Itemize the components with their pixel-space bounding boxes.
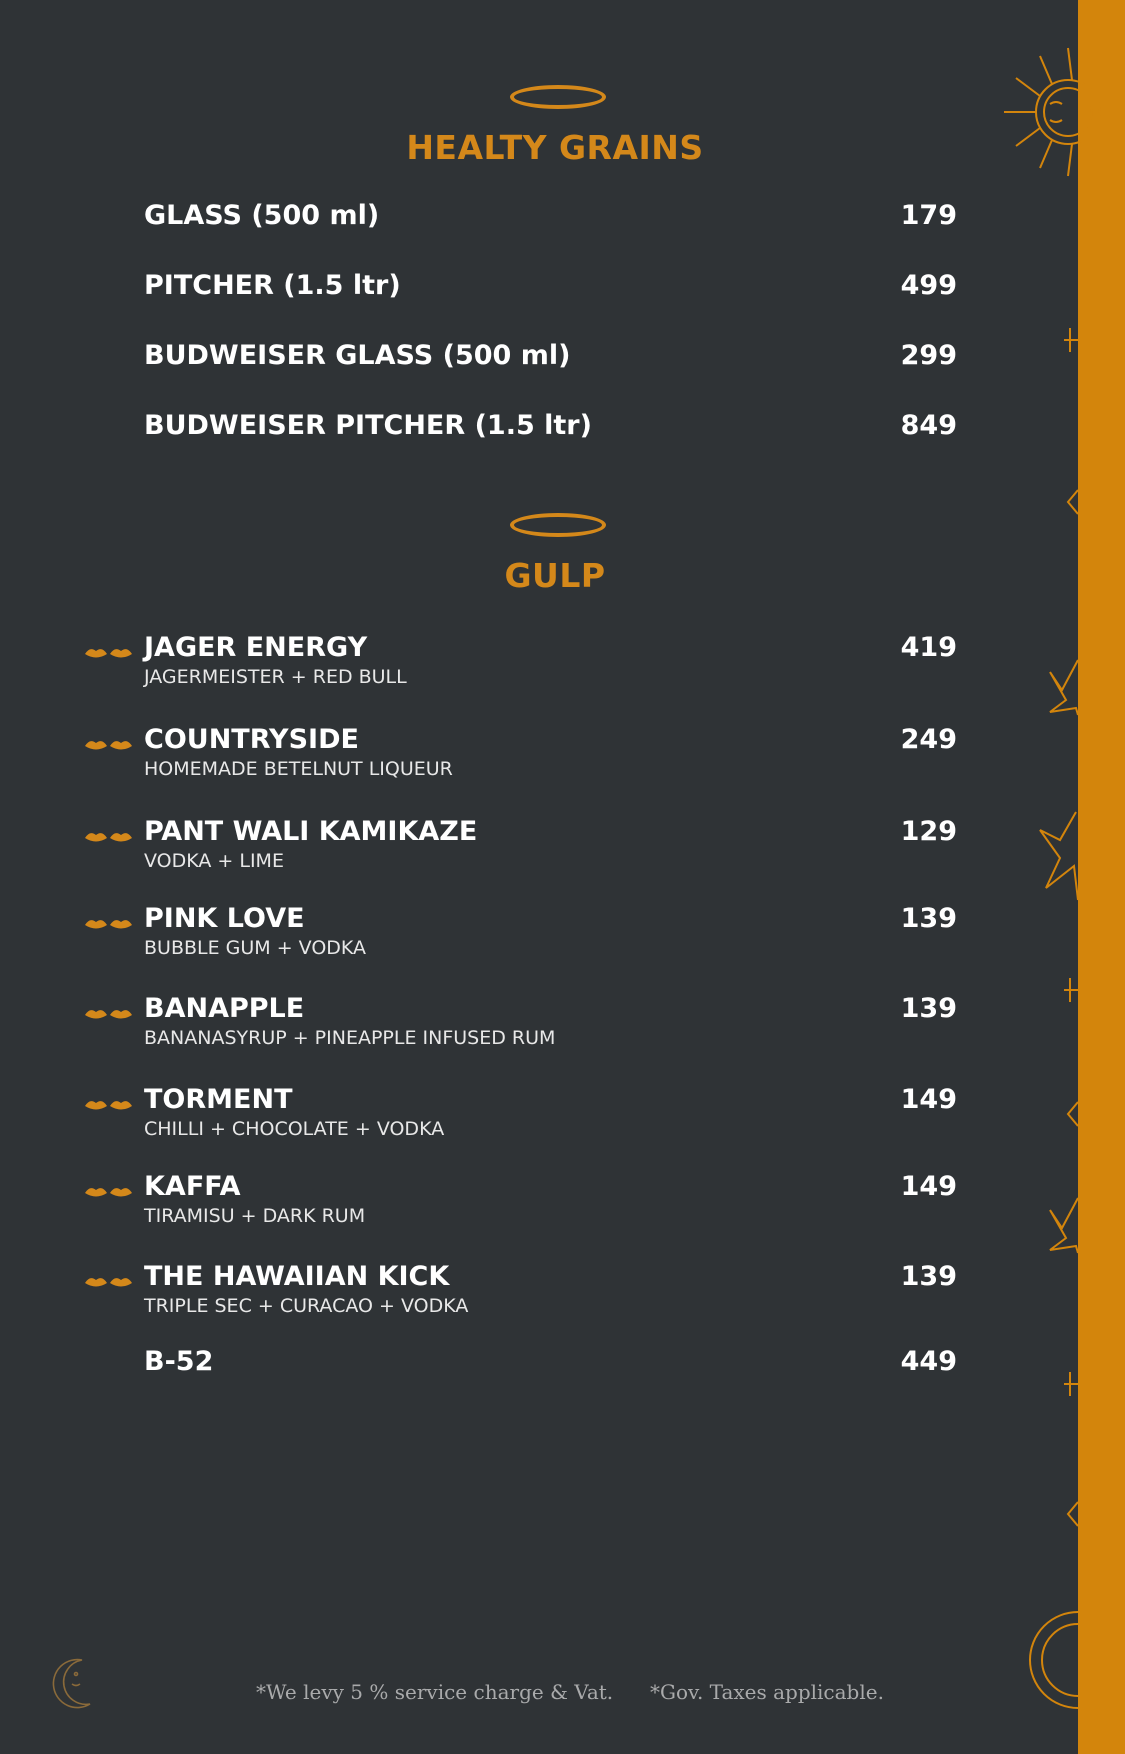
item-price: 129 [900, 816, 957, 847]
item-price: 139 [900, 993, 957, 1024]
item-price: 149 [900, 1084, 957, 1115]
item-name: B-52 [144, 1346, 214, 1377]
item-name: KAFFA [144, 1171, 241, 1202]
footer-service-charge: *We levy 5 % service charge & Vat. [256, 1680, 614, 1704]
lips-icon [84, 829, 134, 845]
lips-icon [84, 1006, 134, 1022]
item-description: TIRAMISU + DARK RUM [144, 1205, 366, 1227]
star-icon [1040, 812, 1078, 900]
item-name: TORMENT [144, 1084, 293, 1115]
sidebar-strip [1078, 0, 1125, 1754]
item-name: PINK LOVE [144, 903, 305, 934]
moon-icon [1030, 1612, 1078, 1708]
star-icon [1050, 1198, 1078, 1253]
item-description: TRIPLE SEC + CURACAO + VODKA [144, 1295, 469, 1317]
item-price: 299 [900, 340, 957, 371]
item-name: BANAPPLE [144, 993, 305, 1024]
star-icon [1050, 660, 1078, 715]
item-description: BANANASYRUP + PINEAPPLE INFUSED RUM [144, 1027, 556, 1049]
item-name: JAGER ENERGY [144, 632, 368, 663]
item-price: 149 [900, 1171, 957, 1202]
section-title-gulp: GULP [504, 556, 606, 595]
item-price: 139 [900, 903, 957, 934]
item-price: 419 [900, 632, 957, 663]
item-description: VODKA + LIME [144, 850, 284, 872]
item-name: PANT WALI KAMIKAZE [144, 816, 478, 847]
item-name: BUDWEISER GLASS (500 ml) [144, 340, 571, 371]
section-title-grains: HEALTY GRAINS [406, 128, 704, 167]
halo-icon [510, 85, 606, 109]
item-price: 179 [900, 200, 957, 231]
footer-taxes: *Gov. Taxes applicable. [650, 1680, 884, 1704]
lips-icon [84, 737, 134, 753]
item-name: BUDWEISER PITCHER (1.5 ltr) [144, 410, 592, 441]
lips-icon [84, 645, 134, 661]
item-price: 249 [900, 724, 957, 755]
item-description: HOMEMADE BETELNUT LIQUEUR [144, 758, 453, 780]
item-name: COUNTRYSIDE [144, 724, 359, 755]
lips-icon [84, 1184, 134, 1200]
lips-icon [84, 1274, 134, 1290]
lips-icon [84, 1097, 134, 1113]
item-description: BUBBLE GUM + VODKA [144, 937, 367, 959]
lips-icon [84, 916, 134, 932]
halo-icon [510, 513, 606, 537]
item-price: 449 [900, 1346, 957, 1377]
item-description: JAGERMEISTER + RED BULL [144, 666, 407, 688]
item-description: CHILLI + CHOCOLATE + VODKA [144, 1118, 445, 1140]
item-price: 499 [900, 270, 957, 301]
item-name: PITCHER (1.5 ltr) [144, 270, 401, 301]
item-price: 849 [900, 410, 957, 441]
moon-icon [53, 1660, 90, 1708]
item-name: GLASS (500 ml) [144, 200, 380, 231]
item-price: 139 [900, 1261, 957, 1292]
item-name: THE HAWAIIAN KICK [144, 1261, 450, 1292]
